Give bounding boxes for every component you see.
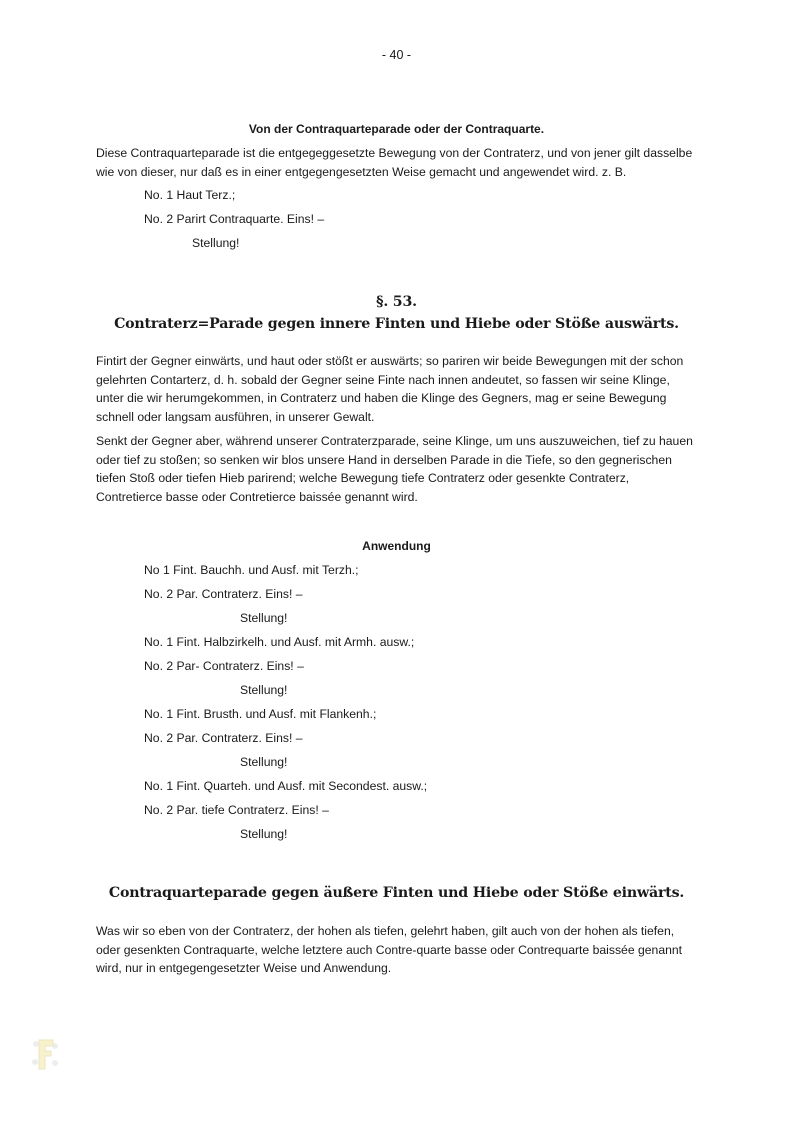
application-line: No. 2 Par- Contraterz. Eins! –	[144, 659, 304, 673]
example-line: No. 1 Haut Terz.;	[144, 188, 236, 202]
example-line: Stellung!	[192, 236, 240, 250]
section-title-contraquarte: Contraquarteparade gegen äußere Finten und Hiebe oder Stöße einwärts.	[108, 885, 685, 901]
text-line: unter die wir herumgekommen, in Contraterz und haben die Klinge des Gegners, mag er seine Bewegung	[96, 391, 667, 406]
text-line: Contretierce basse oder Contretierce baissée genannt wird.	[96, 489, 418, 504]
paragraph-contraquarte	[96, 144, 692, 181]
section-title: Contraterz=Parade gegen innere Finten und Hiebe oder Stöße auswärts.	[114, 316, 679, 332]
application-line: Stellung!	[240, 827, 288, 841]
application-line: Stellung!	[240, 683, 288, 697]
application-line: Stellung!	[240, 755, 288, 769]
text-line: wie von dieser, nur daß es in einer entgegengesetzten Weise gemacht und angewendet wird. z. B.	[96, 164, 627, 179]
example-line: No. 2 Parirt Contraquarte. Eins! –	[144, 212, 325, 226]
logo-f-icon	[30, 1036, 60, 1072]
page-number: - 40 -	[381, 48, 412, 62]
application-line: Stellung!	[240, 611, 288, 625]
text-line: oder gesenkten Contraquarte, welche letztere auch Contre-quarte basse oder Contrequarte baissée genannt	[96, 942, 683, 957]
application-line: No. 2 Par. Contraterz. Eins! –	[144, 731, 303, 745]
text-line: Was wir so eben von der Contraterz, der hohen als tiefen, gelehrt haben, gilt auch von der hohen als tiefen,	[96, 924, 675, 938]
paragraph-1	[96, 352, 683, 426]
text-line: oder tief zu stoßen; so senken wir blos unsere Hand in derselben Parade in die Tiefe, so den gegnerischen	[96, 452, 672, 467]
section-heading-contraquarte: Von der Contraquarteparade oder der Contraquarte.	[248, 122, 545, 136]
application-line: No. 1 Fint. Quarteh. und Ausf. mit Secondest. ausw.;	[144, 779, 428, 793]
section-number: §. 53.	[376, 294, 417, 310]
application-line: No. 2 Par. tiefe Contraterz. Eins! –	[144, 803, 329, 817]
paragraph-2	[96, 432, 693, 506]
application-line: No. 2 Par. Contraterz. Eins! –	[144, 587, 303, 601]
application-line: No 1 Fint. Bauchh. und Ausf. mit Terzh.;	[144, 563, 359, 577]
text-line: Diese Contraquarteparade ist die entgegeggesetzte Bewegung von der Contraterz, und von jener gilt dasselbe	[96, 146, 693, 160]
text-line: schnell oder langsam ausführen, in unserer Gewalt.	[96, 409, 375, 424]
application-line: No. 1 Fint. Brusth. und Ausf. mit Flankenh.;	[144, 707, 377, 721]
text-line: Fintirt der Gegner einwärts, und haut oder stößt er auswärts; so pariren wir beide Bewegungen mit der schon	[96, 354, 684, 368]
text-line: Senkt der Gegner aber, während unserer Contraterzparade, seine Klinge, um uns auszuweichen, tief zu hauen	[96, 434, 693, 448]
application-heading: Anwendung	[362, 539, 431, 553]
text-line: wird, nur in entgegengesetzter Weise und Anwendung.	[96, 961, 392, 976]
paragraph-3	[96, 922, 682, 978]
text-line: gelehrten Contarterz, d. h. sobald der Gegner seine Finte nach innen andeutet, so fassen wir seine Klinge,	[96, 372, 670, 387]
text-line: tiefen Stoß oder tiefen Hieb parirend; welche Bewegung tiefe Contraterz oder gesenkte Contraterz,	[96, 471, 630, 486]
application-line: No. 1 Fint. Halbzirkelh. und Ausf. mit Armh. ausw.;	[144, 635, 415, 649]
